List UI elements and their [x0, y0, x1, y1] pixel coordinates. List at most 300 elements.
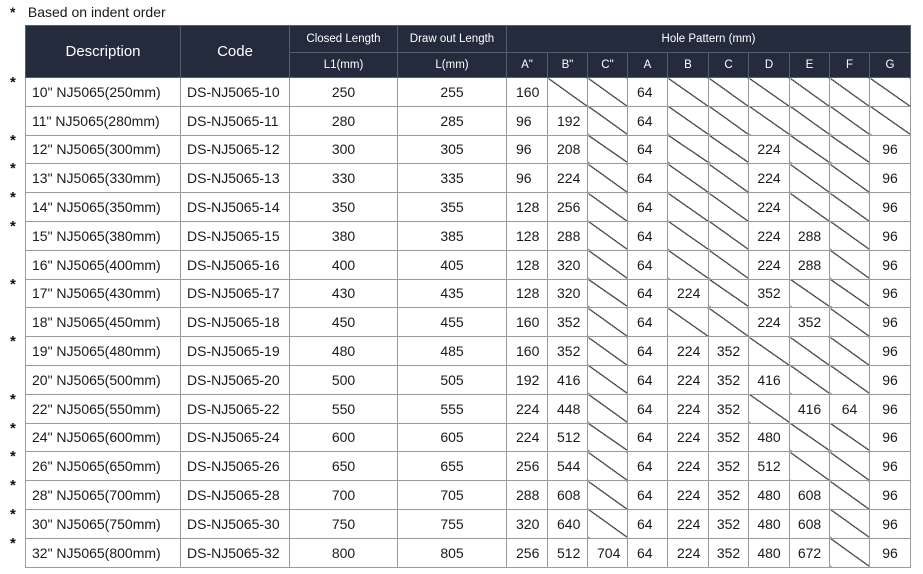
header-code: Code [181, 26, 290, 78]
hole-not-applicable-cell [709, 279, 749, 308]
hole-value-cell [709, 423, 749, 452]
hole-value-cell [790, 250, 830, 279]
closed-length-cell [290, 538, 398, 567]
hole-value-cell-text: 64 [637, 429, 653, 446]
hole-value-cell-text: 480 [757, 515, 781, 532]
code-cell-text: DS-NJ5065-20 [187, 371, 280, 388]
draw-out-length-cell [398, 250, 507, 279]
hole-value-cell [628, 481, 668, 510]
closed-length-cell-text: 450 [331, 314, 356, 331]
code-cell-text: DS-NJ5065-32 [187, 544, 280, 561]
hole-value-cell-text: 224 [677, 487, 701, 504]
draw-out-length-cell [398, 193, 507, 222]
draw-out-length-cell-text: 355 [440, 199, 464, 216]
closed-length-cell-text: 800 [331, 544, 356, 561]
description-cell-text: 16" NJ5065(400mm) [32, 256, 161, 273]
hole-value-cell [749, 452, 790, 481]
closed-length-cell [290, 106, 398, 135]
table-row [26, 423, 911, 452]
draw-out-length-cell-text: 655 [440, 458, 464, 475]
code-cell [181, 106, 290, 135]
closed-length-cell [290, 221, 398, 250]
hole-value-cell [628, 106, 668, 135]
description-cell [10, 448, 181, 481]
hole-not-applicable-cell [830, 279, 870, 308]
hole-value-cell-text: 64 [637, 458, 653, 475]
hole-value-cell [548, 308, 588, 337]
hole-value-cell-text: 224 [677, 544, 701, 561]
hole-value-cell [870, 481, 911, 510]
table-row [26, 509, 911, 538]
hole-not-applicable-cell [830, 193, 870, 222]
code-cell-text: DS-NJ5065-14 [187, 199, 280, 216]
draw-out-length-cell-text: 435 [440, 285, 464, 302]
description-cell [10, 217, 181, 250]
hole-value-cell [628, 394, 668, 423]
hole-not-applicable-cell [870, 106, 911, 135]
hole-value-cell [749, 164, 790, 193]
description-cell [10, 477, 181, 510]
hole-not-applicable-cell [709, 308, 749, 337]
table-row [26, 365, 911, 394]
hole-not-applicable-cell [588, 279, 628, 308]
hole-value-cell [507, 164, 548, 193]
hole-value-cell-text: 128 [516, 285, 540, 302]
hole-value-cell-text: 512 [757, 458, 781, 475]
hole-value-cell-text: 288 [557, 227, 581, 244]
hole-value-cell-text: 416 [557, 371, 581, 388]
hole-value-cell-text: 64 [637, 83, 653, 100]
hole-value-cell [507, 221, 548, 250]
hole-value-cell [628, 308, 668, 337]
hole-value-cell [548, 135, 588, 164]
hole-value-cell [507, 279, 548, 308]
hole-value-cell-text: 448 [557, 400, 581, 417]
code-cell-text: DS-NJ5065-10 [187, 83, 280, 100]
hole-value-cell-text: 128 [516, 199, 540, 216]
hole-not-applicable-cell [588, 221, 628, 250]
hole-not-applicable-cell [588, 308, 628, 337]
hole-value-cell-text: 224 [757, 199, 781, 216]
hole-value-cell [628, 221, 668, 250]
hole-value-cell-text: 64 [637, 112, 653, 129]
hole-not-applicable-cell [830, 509, 870, 538]
hole-value-cell [870, 164, 911, 193]
code-cell [181, 337, 290, 366]
description-cell-text: 17" NJ5065(430mm) [32, 285, 161, 302]
hole-value-cell-text: 512 [557, 544, 581, 561]
hole-value-cell [709, 452, 749, 481]
table-row [26, 135, 911, 164]
hole-value-cell-text: 96 [882, 314, 898, 331]
hole-value-cell-text: 64 [637, 170, 653, 187]
code-cell [181, 78, 290, 107]
indent-order-asterisk-icon: * [10, 189, 16, 207]
hole-value-cell-text: 704 [597, 544, 621, 561]
hole-not-applicable-cell [588, 78, 628, 107]
hole-value-cell-text: 208 [557, 141, 581, 158]
hole-value-cell-text: 416 [757, 371, 781, 388]
closed-length-cell-text: 650 [331, 458, 356, 475]
description-cell [26, 365, 181, 394]
hole-value-cell [548, 250, 588, 279]
hole-value-cell-text: 352 [797, 314, 822, 331]
hole-value-cell-text: 288 [516, 487, 540, 504]
hole-not-applicable-cell [830, 365, 870, 394]
hole-value-cell-text: 256 [557, 199, 581, 216]
closed-length-cell [290, 193, 398, 222]
draw-out-length-cell-text: 555 [440, 400, 464, 417]
draw-out-length-cell [398, 308, 507, 337]
hole-not-applicable-cell [588, 164, 628, 193]
header-hole-col: E [790, 53, 830, 78]
hole-value-cell [790, 394, 830, 423]
hole-value-cell [668, 481, 709, 510]
hole-not-applicable-cell [709, 78, 749, 107]
hole-value-cell [870, 193, 911, 222]
table-row [26, 337, 911, 366]
hole-not-applicable-cell [830, 78, 870, 107]
hole-value-cell [507, 538, 548, 567]
closed-length-cell [290, 78, 398, 107]
hole-value-cell-text: 224 [516, 429, 540, 446]
hole-not-applicable-cell [790, 452, 830, 481]
code-cell [181, 279, 290, 308]
hole-value-cell [749, 279, 790, 308]
hole-not-applicable-cell [588, 135, 628, 164]
hole-value-cell-text: 128 [516, 227, 540, 244]
closed-length-cell-text: 380 [331, 227, 356, 244]
closed-length-cell [290, 423, 398, 452]
hole-not-applicable-cell [668, 106, 709, 135]
hole-value-cell [628, 250, 668, 279]
hole-not-applicable-cell [790, 423, 830, 452]
hole-not-applicable-cell [668, 164, 709, 193]
table-row [26, 78, 911, 107]
draw-out-length-cell-text: 705 [440, 487, 464, 504]
draw-out-length-cell [398, 337, 507, 366]
closed-length-cell [290, 394, 398, 423]
description-cell-text: 32" NJ5065(800mm) [32, 544, 161, 561]
header-closed-length: Closed Length [290, 26, 398, 53]
hole-not-applicable-cell [749, 337, 790, 366]
hole-value-cell-text: 224 [677, 458, 701, 475]
description-cell [10, 333, 181, 366]
hole-value-cell-text: 160 [516, 314, 540, 331]
hole-not-applicable-cell [790, 193, 830, 222]
hole-not-applicable-cell [790, 279, 830, 308]
code-cell-text: DS-NJ5065-11 [187, 112, 279, 129]
header-hole-pattern: Hole Pattern (mm) [507, 26, 911, 53]
hole-value-cell [548, 193, 588, 222]
closed-length-cell-text: 250 [331, 83, 356, 100]
hole-value-cell-text: 96 [882, 256, 898, 273]
hole-value-cell-text: 96 [882, 400, 898, 417]
hole-value-cell-text: 224 [516, 400, 540, 417]
hole-value-cell [507, 337, 548, 366]
hole-value-cell [870, 365, 911, 394]
header-hole-col: C" [588, 53, 628, 78]
hole-value-cell [507, 78, 548, 107]
hole-value-cell [749, 509, 790, 538]
hole-value-cell-text: 160 [516, 83, 540, 100]
hole-value-cell [628, 365, 668, 394]
hole-value-cell [507, 308, 548, 337]
draw-out-length-cell-text: 255 [440, 83, 464, 100]
draw-out-length-cell [398, 365, 507, 394]
hole-value-cell-text: 96 [882, 515, 898, 532]
indent-order-asterisk-icon: * [10, 390, 16, 408]
draw-out-length-cell-text: 505 [440, 371, 464, 388]
indent-order-note-text: Based on indent order [27, 4, 166, 20]
hole-value-cell [668, 394, 709, 423]
description-cell [26, 250, 181, 279]
draw-out-length-cell [398, 221, 507, 250]
code-cell [181, 221, 290, 250]
hole-value-cell [507, 250, 548, 279]
hole-value-cell [749, 538, 790, 567]
hole-value-cell-text: 224 [677, 343, 701, 360]
hole-not-applicable-cell [830, 452, 870, 481]
code-cell-text: DS-NJ5065-15 [187, 227, 280, 244]
description-cell [26, 106, 181, 135]
hole-not-applicable-cell [830, 221, 870, 250]
hole-value-cell-text: 64 [637, 544, 653, 561]
hole-value-cell [749, 250, 790, 279]
hole-value-cell [628, 538, 668, 567]
hole-value-cell-text: 288 [797, 256, 822, 273]
closed-length-cell [290, 452, 398, 481]
hole-not-applicable-cell [709, 250, 749, 279]
description-cell-text: 22" NJ5065(550mm) [32, 400, 161, 417]
hole-value-cell-text: 224 [677, 285, 701, 302]
indent-order-note [10, 4, 166, 20]
hole-value-cell [870, 423, 911, 452]
draw-out-length-cell-text: 305 [440, 141, 464, 158]
description-cell [10, 390, 181, 423]
closed-length-cell-text: 400 [331, 256, 356, 273]
closed-length-cell-text: 600 [331, 429, 356, 446]
hole-value-cell-text: 64 [637, 371, 653, 388]
hole-value-cell [507, 452, 548, 481]
hole-value-cell [668, 452, 709, 481]
code-cell [181, 193, 290, 222]
draw-out-length-cell [398, 509, 507, 538]
description-cell [10, 505, 181, 538]
description-cell-text: 18" NJ5065(450mm) [32, 314, 161, 331]
header-description: Description [26, 26, 181, 78]
closed-length-cell [290, 509, 398, 538]
table-row [26, 279, 911, 308]
hole-not-applicable-cell [709, 106, 749, 135]
header-draw-out-length-unit: L(mm) [398, 53, 507, 78]
hole-not-applicable-cell [668, 308, 709, 337]
draw-out-length-cell [398, 481, 507, 510]
description-cell [10, 189, 181, 222]
code-cell-text: DS-NJ5065-17 [187, 285, 280, 302]
indent-order-asterisk-icon: * [10, 131, 16, 149]
hole-value-cell-text: 224 [757, 141, 781, 158]
hole-value-cell [668, 365, 709, 394]
closed-length-cell [290, 337, 398, 366]
hole-not-applicable-cell [830, 164, 870, 193]
hole-not-applicable-cell [830, 337, 870, 366]
table-row [26, 452, 911, 481]
hole-value-cell [548, 164, 588, 193]
hole-value-cell [628, 279, 668, 308]
code-cell [181, 509, 290, 538]
hole-value-cell [709, 481, 749, 510]
description-cell-text: 20" NJ5065(500mm) [32, 371, 161, 388]
indent-order-asterisk-icon: * [10, 505, 16, 523]
hole-not-applicable-cell [588, 106, 628, 135]
hole-value-cell-text: 352 [716, 544, 741, 561]
draw-out-length-cell [398, 164, 507, 193]
closed-length-cell [290, 308, 398, 337]
hole-not-applicable-cell [830, 481, 870, 510]
hole-value-cell-text: 224 [677, 400, 701, 417]
hole-value-cell-text: 224 [677, 371, 701, 388]
hole-value-cell [709, 394, 749, 423]
closed-length-cell-text: 330 [331, 170, 356, 187]
code-cell [181, 250, 290, 279]
hole-value-cell [628, 193, 668, 222]
hole-not-applicable-cell [588, 337, 628, 366]
table-row [26, 308, 911, 337]
closed-length-cell-text: 550 [331, 400, 356, 417]
hole-value-cell [628, 452, 668, 481]
hole-not-applicable-cell [709, 193, 749, 222]
hole-value-cell-text: 352 [557, 314, 581, 331]
indent-order-asterisk-icon: * [10, 217, 16, 235]
table-row [26, 164, 911, 193]
hole-value-cell [749, 193, 790, 222]
description-cell-text: 28" NJ5065(700mm) [32, 487, 161, 504]
hole-value-cell [548, 538, 588, 567]
hole-value-cell [548, 423, 588, 452]
draw-out-length-cell [398, 106, 507, 135]
hole-value-cell [668, 509, 709, 538]
hole-not-applicable-cell [588, 452, 628, 481]
hole-value-cell [628, 78, 668, 107]
hole-not-applicable-cell [749, 394, 790, 423]
hole-not-applicable-cell [790, 106, 830, 135]
draw-out-length-cell [398, 423, 507, 452]
hole-value-cell-text: 64 [637, 141, 653, 158]
hole-not-applicable-cell [830, 538, 870, 567]
draw-out-length-cell-text: 485 [440, 343, 464, 360]
hole-value-cell-text: 96 [882, 343, 898, 360]
hole-value-cell-text: 352 [716, 458, 741, 475]
hole-value-cell [709, 365, 749, 394]
description-cell [10, 275, 181, 308]
hole-value-cell-text: 352 [716, 400, 741, 417]
hole-value-cell [870, 394, 911, 423]
hole-value-cell [668, 423, 709, 452]
description-cell [10, 74, 181, 107]
hole-not-applicable-cell [830, 250, 870, 279]
hole-value-cell-text: 96 [882, 285, 898, 302]
hole-value-cell [749, 135, 790, 164]
hole-value-cell-text: 64 [637, 400, 653, 417]
hole-value-cell-text: 352 [716, 429, 741, 446]
hole-value-cell-text: 96 [882, 544, 898, 561]
header-hole-col: C [709, 53, 749, 78]
header-hole-col: B [668, 53, 709, 78]
hole-not-applicable-cell [830, 423, 870, 452]
hole-not-applicable-cell [668, 135, 709, 164]
closed-length-cell-text: 430 [331, 285, 356, 302]
code-cell [181, 538, 290, 567]
hole-value-cell-text: 416 [797, 400, 822, 417]
description-cell [26, 308, 181, 337]
hole-value-cell [749, 423, 790, 452]
hole-value-cell [749, 481, 790, 510]
code-cell [181, 365, 290, 394]
hole-value-cell [870, 279, 911, 308]
code-cell [181, 423, 290, 452]
draw-out-length-cell-text: 805 [440, 544, 464, 561]
description-cell-text: 14" NJ5065(350mm) [32, 199, 161, 216]
drawer-slide-spec-table [10, 25, 911, 568]
indent-order-asterisk-icon: * [10, 477, 16, 495]
header-hole-col: A [628, 53, 668, 78]
code-cell-text: DS-NJ5065-19 [187, 343, 280, 360]
hole-value-cell-text: 128 [516, 256, 540, 273]
closed-length-cell [290, 250, 398, 279]
hole-value-cell [790, 481, 830, 510]
indent-order-asterisk-icon: * [10, 275, 16, 293]
hole-value-cell-text: 64 [637, 199, 653, 216]
code-cell [181, 164, 290, 193]
hole-value-cell-text: 192 [516, 371, 540, 388]
description-cell-text: 12" NJ5065(300mm) [32, 141, 161, 158]
hole-value-cell [628, 164, 668, 193]
hole-value-cell-text: 224 [757, 170, 781, 187]
hole-not-applicable-cell [790, 78, 830, 107]
draw-out-length-cell [398, 538, 507, 567]
closed-length-cell-text: 350 [331, 199, 356, 216]
description-cell-text: 13" NJ5065(330mm) [32, 170, 161, 187]
hole-value-cell [507, 106, 548, 135]
hole-value-cell [628, 135, 668, 164]
hole-value-cell [790, 221, 830, 250]
table-row [26, 538, 911, 567]
header-hole-col: B" [548, 53, 588, 78]
hole-value-cell-text: 96 [882, 199, 898, 216]
hole-value-cell-text: 64 [637, 487, 653, 504]
header-closed-length-unit: L1(mm) [290, 53, 398, 78]
code-cell [181, 394, 290, 423]
hole-value-cell [830, 394, 870, 423]
header-hole-col: G [870, 53, 911, 78]
hole-value-cell-text: 224 [677, 429, 701, 446]
code-cell-text: DS-NJ5065-26 [187, 458, 280, 475]
hole-value-cell-text: 64 [637, 285, 653, 302]
closed-length-cell [290, 481, 398, 510]
hole-value-cell [790, 538, 830, 567]
closed-length-cell-text: 500 [331, 371, 356, 388]
hole-not-applicable-cell [709, 135, 749, 164]
hole-value-cell [548, 106, 588, 135]
hole-value-cell [870, 509, 911, 538]
closed-length-cell-text: 480 [331, 343, 356, 360]
code-cell [181, 452, 290, 481]
description-cell [10, 419, 181, 452]
hole-not-applicable-cell [588, 250, 628, 279]
code-cell-text: DS-NJ5065-24 [187, 429, 280, 446]
table-row [26, 221, 911, 250]
